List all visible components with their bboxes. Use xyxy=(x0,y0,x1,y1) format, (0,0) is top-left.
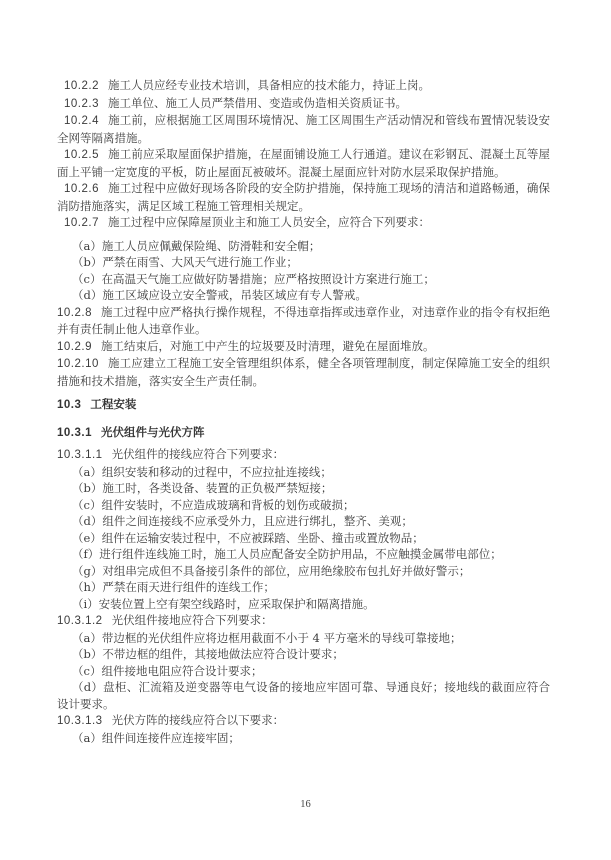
clause-number: 10.2.3 xyxy=(64,97,99,110)
list-item: （a）组件间连接件应连接牢固； xyxy=(72,730,240,745)
clause-text: 光伏组件接地应符合下列要求： xyxy=(111,613,273,627)
clause-10.2.9 xyxy=(57,338,550,356)
clause-10.3.1.3 xyxy=(57,712,550,730)
list-item: （a）带边框的光伏组件应将边框用截面不小于 4 平方毫米的导线可靠接地； xyxy=(72,630,462,645)
clause-10.2.4 xyxy=(57,112,550,146)
section-heading-10.3.1 xyxy=(57,425,550,442)
clause-10.2.5 xyxy=(57,146,550,180)
clause-text: 工程安装 xyxy=(90,399,137,411)
page-number: 16 xyxy=(300,799,311,810)
list-item: （i）安装位置上空有架空线路时，应采取保护和隔离措施。 xyxy=(72,596,375,611)
clause-text: 光伏组件的接线应符合下列要求： xyxy=(111,447,285,461)
list-item: （h）严禁在雨天进行组件的连线工作； xyxy=(72,580,275,594)
clause-10.3.1.2 xyxy=(57,612,550,630)
list-item: （b）不带边框的组件，其接地做法应符合设计要求； xyxy=(72,647,344,661)
clause-10.2.6 xyxy=(57,180,550,214)
clause-text: 施工前应采取屋面保护措施，在屋面铺设施工人行通道。建议在彩钢瓦、混凝土瓦等屋面上平铺一定宽度的平板，防止屋面瓦被破坏。混凝土屋面应针对防水层采取保护措施。 xyxy=(57,147,550,179)
list-item: （b）施工时，各类设备、装置的正负极严禁短接； xyxy=(72,481,333,495)
list-item: （a）施工人员应佩戴保险绳、防滑鞋和安全帽； xyxy=(72,238,321,253)
clause-text: 施工单位、施工人员严禁借用、变造或伪造相关资质证书。 xyxy=(107,95,407,110)
clause-text: 施工过程中应做好现场各阶段的安全防护措施，保持施工现场的清洁和道路畅通，确保消防措施落实，满足区域工程施工管理相关规定。 xyxy=(57,181,550,213)
clause-number: 10.2.8 xyxy=(57,306,92,319)
clause-number: 10.3.1.3 xyxy=(57,715,103,727)
clause-number: 10.3.1.2 xyxy=(57,615,103,627)
list-item: （c）组件接地电阻应符合设计要求； xyxy=(72,663,263,678)
list-item: （a）组织安装和移动的过程中，不应拉扯连接线； xyxy=(72,464,332,479)
clause-number: 10.2.7 xyxy=(64,217,99,229)
clause-number: 10.2.5 xyxy=(64,149,99,161)
document-body xyxy=(57,77,550,746)
clause-text: 光伏组件与光伏方阵 xyxy=(100,426,205,439)
clause-text: 施工过程中应保障屋顶业主和施工人员安全，应符合下列要求： xyxy=(107,215,430,229)
clause-number: 10.2.2 xyxy=(64,80,99,92)
clause-text: 施工过程中应严格执行操作规程，不得违章指挥或违章作业，对违章作业的指令有权拒绝并有责任制止他人违章作业。 xyxy=(57,304,550,336)
clause-number: 10.2.6 xyxy=(64,183,99,195)
list-item: （d）施工区域应设立安全警戒，吊装区域应有专人警戒。 xyxy=(72,288,367,302)
clause-10.2.2 xyxy=(57,77,550,95)
list-item: （c）组件安装时，不应造成玻璃和背板的划伤或破损； xyxy=(72,497,355,512)
clause-number: 10.3 xyxy=(57,399,82,411)
clause-number: 10.2.10 xyxy=(57,358,99,370)
list-item: （e）组件在运输安装过程中，不应被踩踏、坐卧、撞击或置放物品； xyxy=(72,530,424,545)
list-item: （g）对组串完成但不具备接引条件的部位，应用绝缘胶布包扎好并做好警示； xyxy=(72,563,471,578)
section-heading-10.3 xyxy=(57,397,550,414)
clause-10.2.7 xyxy=(57,214,550,232)
list-item: （c）在高温天气施工应做好防暑措施；应严格按照设计方案进行施工； xyxy=(72,271,435,286)
clause-text: 施工前，应根据施工区周围环境情况、施工区周围生产活动情况和管线布置情况装设安全网等隔离措施。 xyxy=(57,113,550,145)
list-item: （d）组件之间连接线不应承受外力，且应进行绑扎，整齐、美观； xyxy=(72,514,413,528)
clause-number: 10.3.1.1 xyxy=(57,449,103,461)
clause-10.2.8 xyxy=(57,304,550,338)
clause-number: 10.2.4 xyxy=(64,115,99,127)
clause-text: 施工结束后，对施工中产生的垃圾要及时清理，避免在屋面堆放。 xyxy=(100,338,435,353)
clause-text: 施工应建立工程施工安全管理组织体系，健全各项管理制度，制定保障施工安全的组织措施和技术措施，落实安全生产责任制。 xyxy=(57,356,550,388)
list-item: （d）盘柜、汇流箱及逆变器等电气设备的接地应牢固可靠、导通良好；接地线的截面应符合设计要求。 xyxy=(57,680,550,711)
clause-10.2.10 xyxy=(57,355,550,389)
clause-10.3.1.1 xyxy=(57,446,550,464)
clause-number: 10.2.9 xyxy=(57,340,92,353)
clause-10.2.3 xyxy=(57,95,550,113)
clause-text: 施工人员应经专业技术培训，具备相应的技术能力，持证上岗。 xyxy=(107,78,430,92)
list-item: （b）严禁在雨雪、大风天气进行施工作业； xyxy=(72,255,298,269)
list-item: （f）进行组件连线施工时，施工人员应配备安全防护用品，不应触摸金属带电部位； xyxy=(72,547,502,561)
clause-number: 10.3.1 xyxy=(57,426,92,439)
clause-text: 光伏方阵的接线应符合以下要求： xyxy=(111,713,285,727)
